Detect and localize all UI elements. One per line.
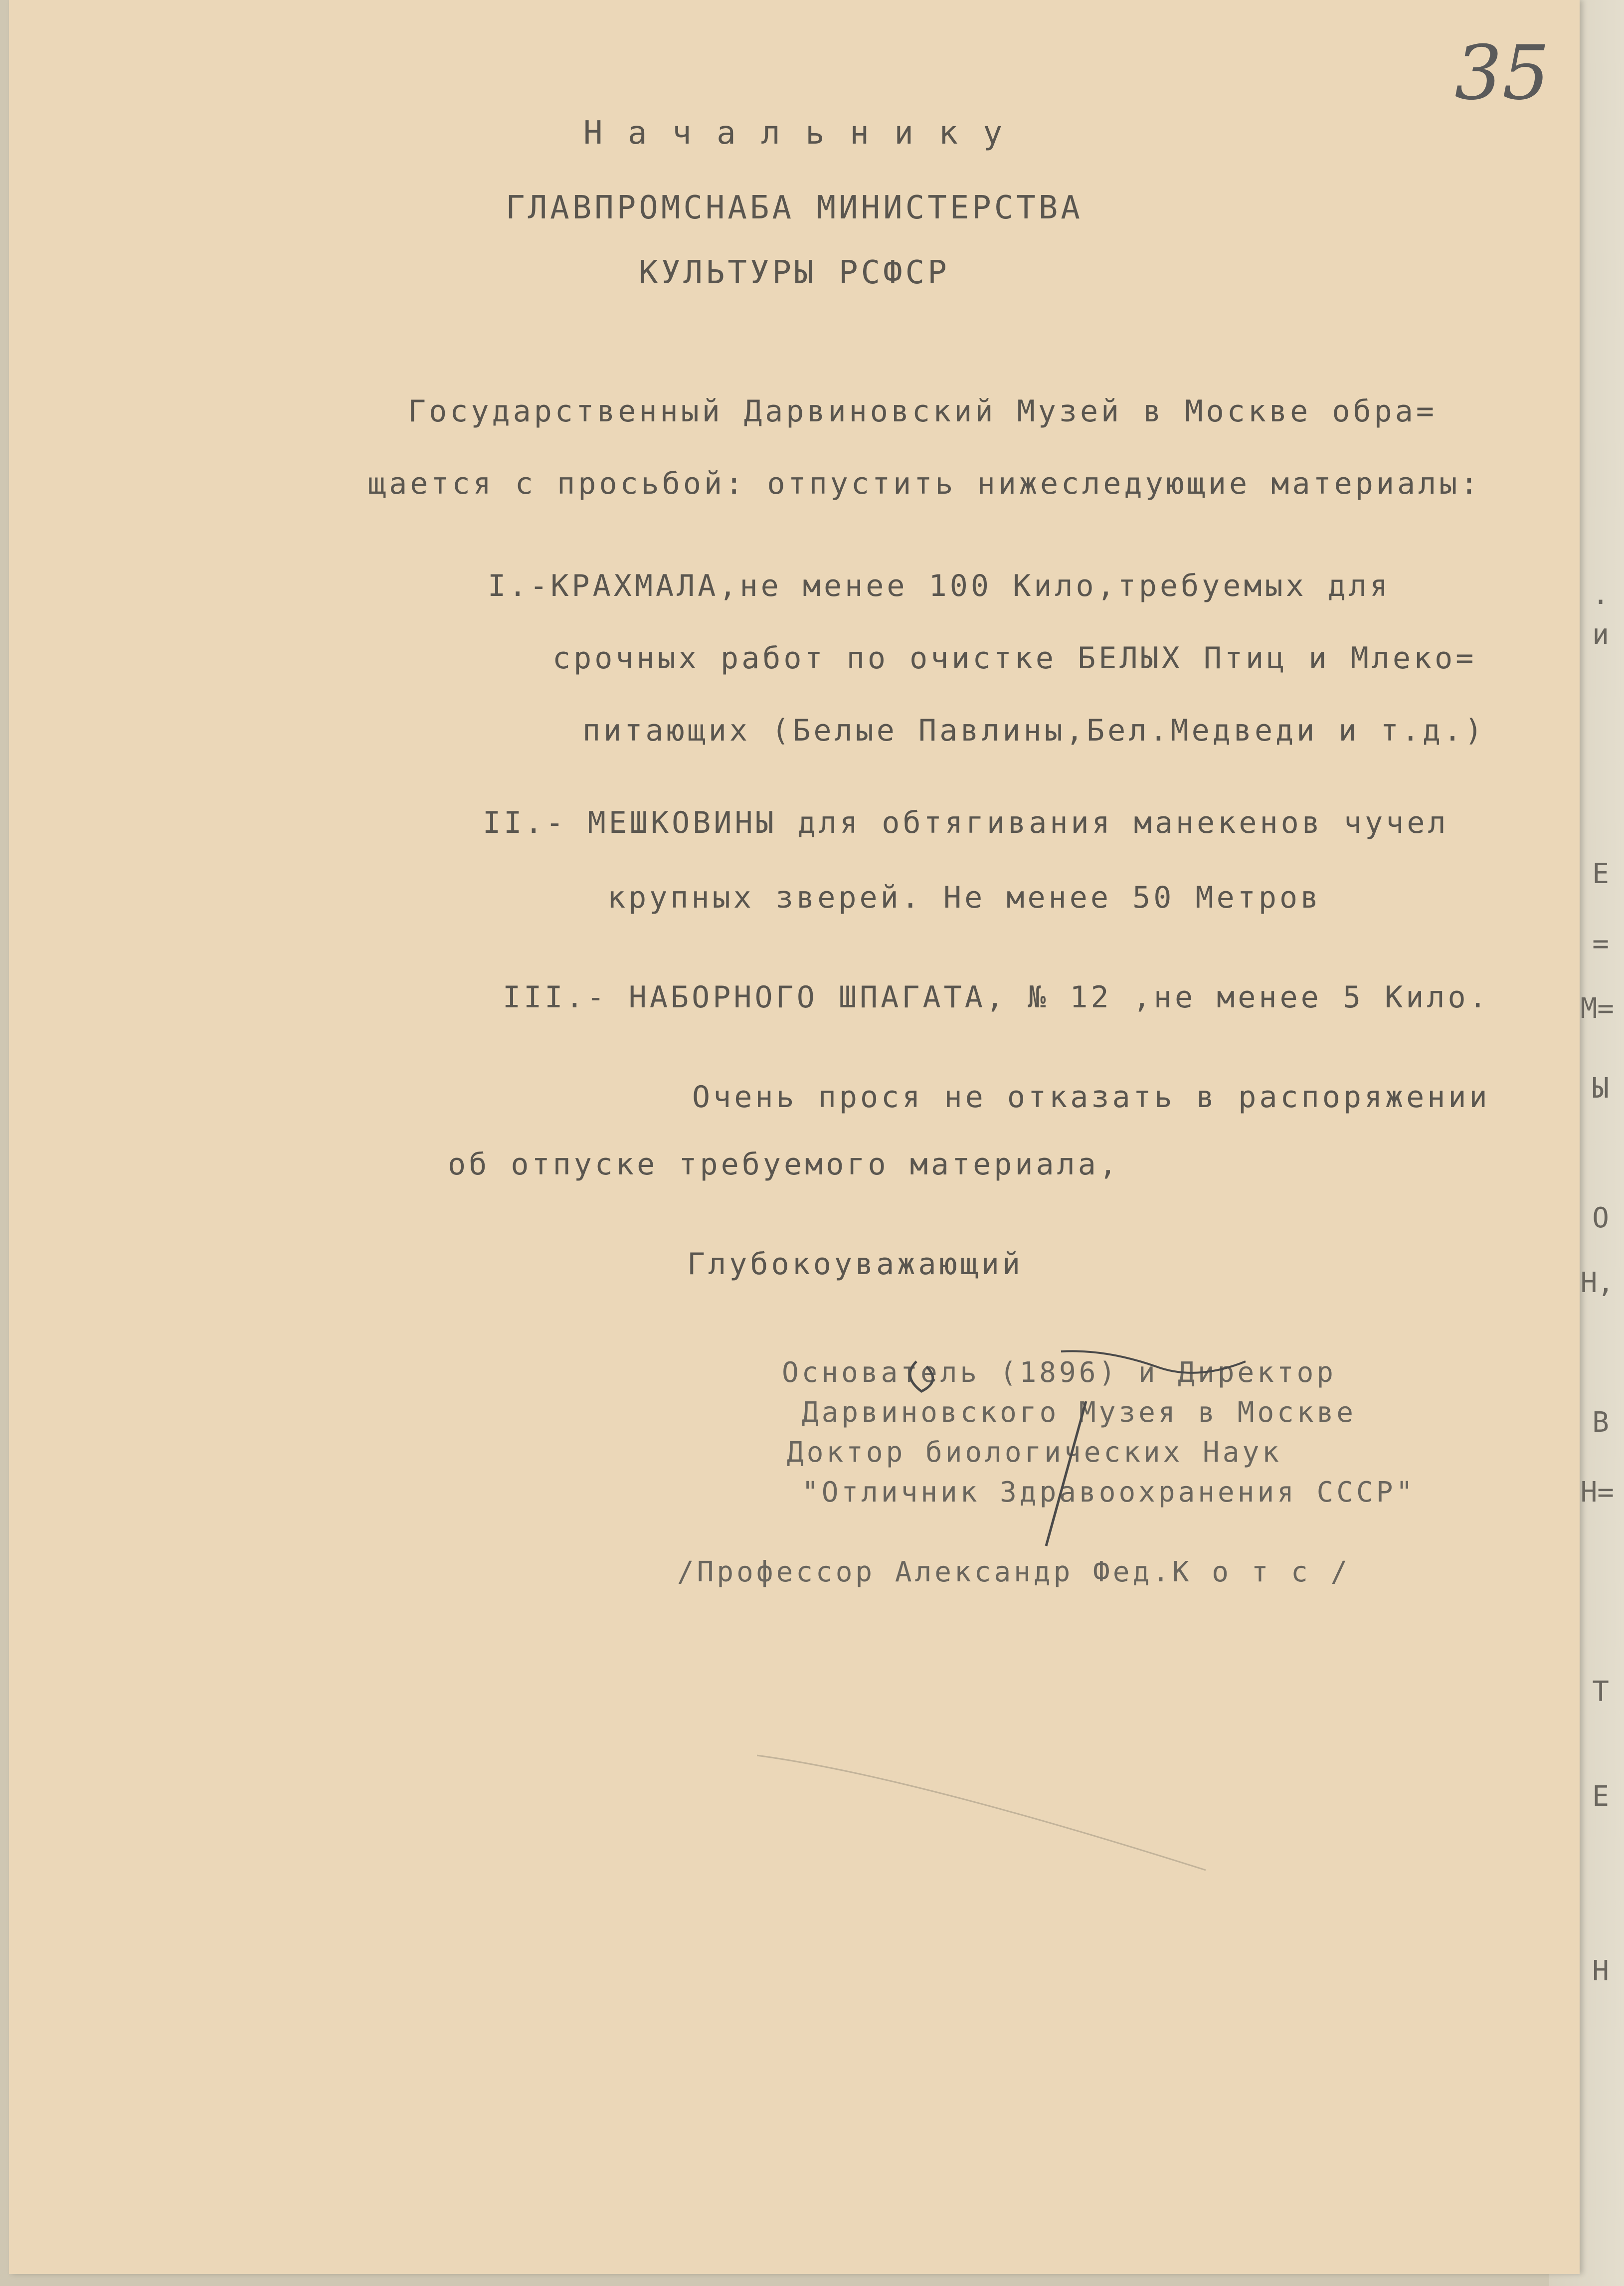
- handwritten-signature: [897, 1346, 1345, 1556]
- signature-line: /Профессор Александр Фед.К о т с /: [677, 1556, 1351, 1588]
- margin-fragment: О: [1592, 1202, 1609, 1234]
- request-line: Очень прося не отказать в распоряжении: [692, 1080, 1490, 1115]
- item-2-line: II.- МЕШКОВИНЫ для обтягивания манекенов чучел: [483, 805, 1449, 840]
- intro-line: Государственный Дарвиновский Музей в Москве обра=: [408, 394, 1438, 429]
- closing: Глубокоуважающий: [687, 1247, 1023, 1282]
- item-1-line: I.-КРАХМАЛА,не менее 100 Кило,требуемых для: [488, 569, 1391, 603]
- margin-fragment: Н: [1592, 1955, 1609, 1987]
- addressee-line: Н а ч а л ь н и к у: [583, 115, 1006, 152]
- margin-fragment: М=: [1580, 992, 1614, 1025]
- signatory-title-line: Основатель (1896) и Директор: [782, 1356, 1337, 1389]
- margin-fragment: =: [1592, 928, 1609, 960]
- intro-line: щается с просьбой: отпустить нижеследующие материалы:: [368, 466, 1481, 501]
- item-2-line: крупных зверей. Не менее 50 Метров: [607, 880, 1322, 915]
- request-line: об отпуске требуемого материала,: [448, 1147, 1120, 1182]
- addressee-line: КУЛЬТУРЫ РСФСР: [639, 254, 950, 291]
- margin-fragment: Ы: [1592, 1072, 1609, 1105]
- item-3-line: III.- НАБОРНОГО ШПАГАТА, № 12 ,не менее 5 Кило.: [503, 980, 1490, 1015]
- item-1-line: срочных работ по очистке БЕЛЫХ Птиц и Млеко=: [552, 641, 1477, 676]
- item-1-line: питающих (Белые Павлины,Бел.Медведи и т.д.): [582, 713, 1486, 748]
- margin-fragment: .: [1592, 578, 1609, 611]
- document-page: [9, 0, 1580, 2274]
- signatory-title-line: "Отличник Здравоохранения СССР": [802, 1476, 1416, 1509]
- signatory-title-line: Дарвиновского Музея в Москве: [802, 1396, 1357, 1429]
- margin-fragment: Н,: [1580, 1267, 1614, 1299]
- folio-number: 35: [1454, 30, 1550, 117]
- margin-fragment: В: [1592, 1406, 1609, 1439]
- signatory-title-line: Доктор биологических Наук: [787, 1436, 1282, 1469]
- margin-fragment: Е: [1592, 1780, 1609, 1813]
- addressee-line: ГЛАВПРОМСНАБА МИНИСТЕРСТВА: [506, 190, 1083, 226]
- margin-fragment: и: [1592, 618, 1609, 651]
- margin-fragment: Т: [1592, 1676, 1609, 1708]
- margin-fragment: Н=: [1580, 1476, 1614, 1509]
- faint-scratch-mark: [757, 1745, 1206, 1895]
- margin-fragment: Е: [1592, 858, 1609, 890]
